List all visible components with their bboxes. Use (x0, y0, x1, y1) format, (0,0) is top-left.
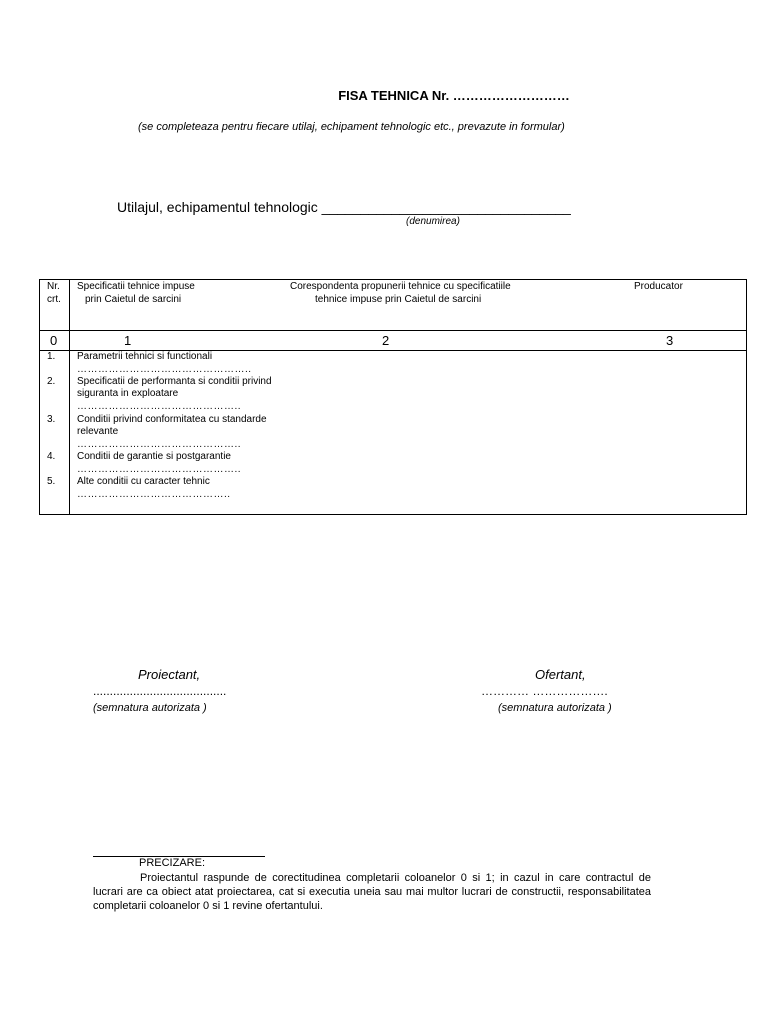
row-text: Conditii privind conformitatea cu standarde relevante (77, 414, 267, 437)
row-number: 4. (47, 451, 56, 462)
row-dots: ……………………………………….. (77, 401, 242, 412)
note-heading: PRECIZARE: (139, 857, 206, 869)
header-corresp-line2: tehnice impuse prin Caietul de sarcini (315, 294, 482, 305)
document-subtitle: (se completeaza pentru fiecare utilaj, echipament tehnologic etc., prevazute in formular) (138, 121, 565, 133)
equipment-label: Utilajul, echipamentul tehnologic ________________________________ (117, 199, 571, 215)
row-text: Conditii de garantie si postgarantie (77, 451, 231, 462)
row-number: 1. (47, 351, 56, 362)
row-number: 2. (47, 376, 56, 387)
row-number: 5. (47, 476, 56, 487)
signature-line-bidder: ………… ………………. (481, 684, 608, 698)
column-index: 2 (382, 333, 390, 348)
header-spec-line2: prin Caietul de sarcini (85, 294, 182, 305)
row-dots: ……………………………………….. (77, 439, 242, 450)
signature-note-designer: (semnatura autorizata ) (93, 702, 207, 714)
table-divider (40, 330, 746, 331)
row-text: Alte conditii cu caracter tehnic (77, 476, 210, 487)
signature-line-designer: ........................................ (93, 684, 227, 698)
header-corresp (290, 280, 511, 306)
column-index: 3 (666, 333, 674, 348)
row-dots: ………………………………………….. (77, 364, 252, 375)
column-index: 0 (50, 333, 58, 348)
spec-table (39, 279, 747, 515)
header-corresp-line1: Corespondenta propunerii tehnice cu specificatiile (290, 281, 511, 292)
header-nr-line2: crt. (47, 294, 61, 305)
row-dots: …………………………………….. (77, 489, 231, 500)
row-text: Specificatii de performanta si conditii privind siguranta in exploatare (77, 376, 272, 399)
row-number: 3. (47, 414, 56, 425)
row-text: Parametrii tehnici si functionali (77, 351, 213, 362)
header-nr-line1: Nr. (47, 281, 60, 292)
signature-role-bidder: Ofertant, (535, 667, 586, 682)
header-nr (47, 280, 61, 306)
header-spec (77, 280, 195, 306)
equipment-note: (denumirea) (406, 216, 460, 227)
header-spec-line1: Specificatii tehnice impuse (77, 281, 195, 292)
table-divider (69, 280, 70, 514)
column-index: 1 (124, 333, 132, 348)
signature-role-designer: Proiectant, (138, 667, 201, 682)
signature-note-bidder: (semnatura autorizata ) (498, 702, 612, 714)
header-producer: Producator (634, 281, 683, 292)
row-dots: ……………………………………….. (77, 464, 242, 475)
document-title: FISA TEHNICA Nr. ……………………… (338, 88, 570, 103)
note-body: Proiectantul raspunde de corectitudinea completarii coloanelor 0 si 1; in cazul in care contractul de lucrari are ca obiect atat proiectarea, cat si executia uneia sau mai multor lucrari de constructii, responsabilitatea completarii coloanelor 0 si 1 revine ofertantului. (93, 872, 651, 912)
